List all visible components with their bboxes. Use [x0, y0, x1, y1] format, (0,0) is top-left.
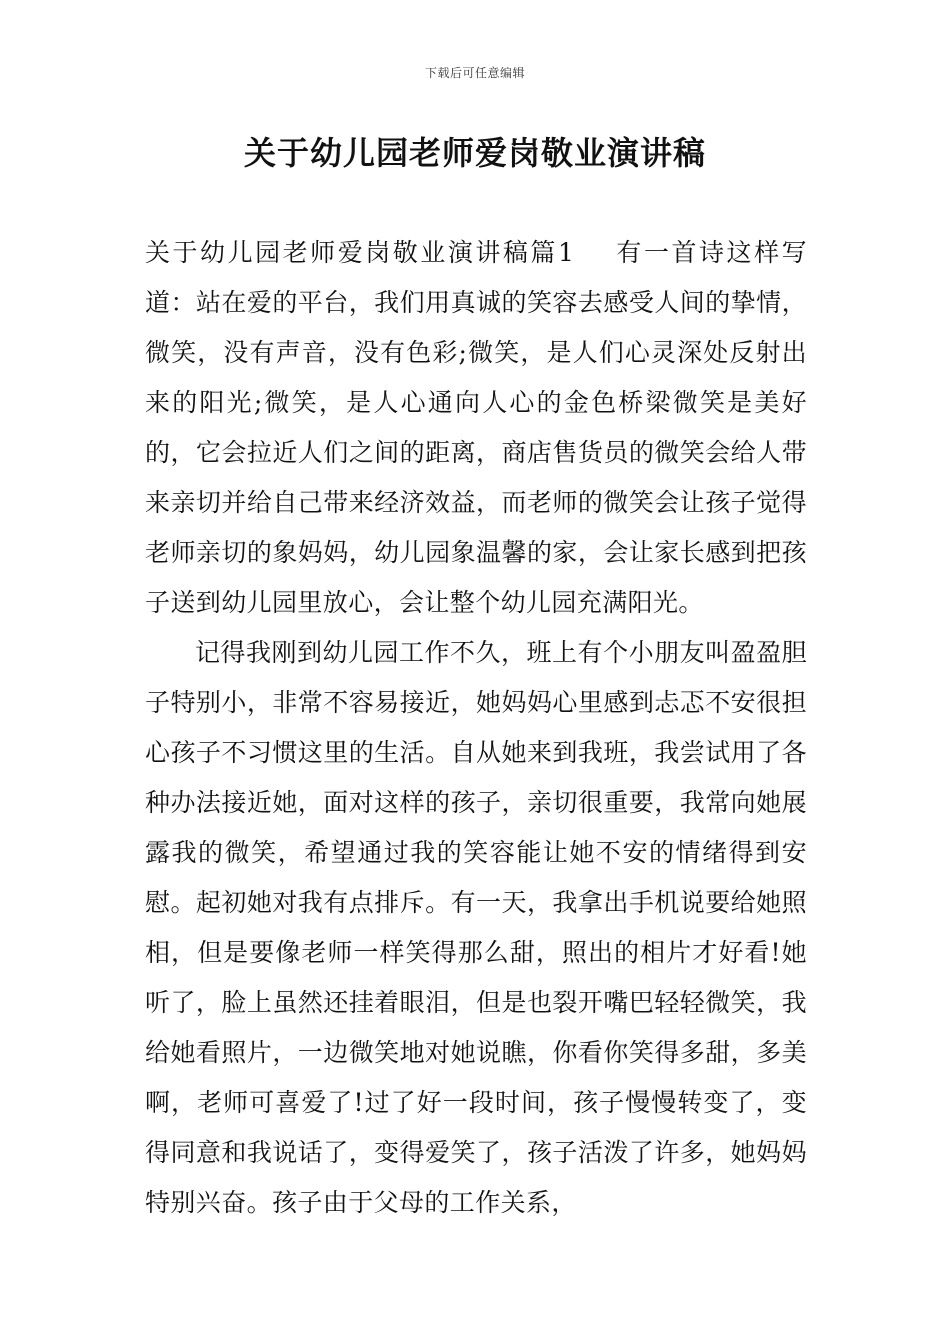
document-title: 关于幼儿园老师爱岗敬业演讲稿	[243, 134, 706, 172]
section-heading: 关于幼儿园老师爱岗敬业演讲稿篇1	[145, 238, 575, 267]
body-paragraph-2: 记得我刚到幼儿园工作不久，班上有个小朋友叫盈盈胆子特别小，非常不容易接近，她妈妈心里感到忐忑不安很担心孩子不习惯这里的生活。自从她来到我班，我尝试用了各种办法接近她，面对这样的孩子，亲切很重要，我常向她展露我的微笑，希望通过我的笑容能让她不安的情绪得到安慰。起初她对我有点排斥。有一天，我拿出手机说要给她照相，但是要像老师一样笑得那么甜，照出的相片才好看!她听了，脸上虽然还挂着眼泪，但是也裂开嘴巴轻轻微笑，我给她看照片，一边微笑地对她说瞧，你看你笑得多甜，多美啊，老师可喜爱了!过了好一段时间，孩子慢慢转变了，变得同意和我说话了，变得爱笑了，孩子活泼了许多，她妈妈特别兴奋。孩子由于父母的工作关系，	[145, 638, 807, 1217]
body-paragraph-1	[145, 228, 807, 628]
paragraph-text: 有一首诗这样写道：站在爱的平台，我们用真诚的笑容去感受人间的挚情，微笑，没有声音，没有色彩;微笑，是人们心灵深处反射出来的阳光;微笑，是人心通向人心的金色桥梁微笑是美好的，它会拉近人们之间的距离，商店售货员的微笑会给人带来亲切并给自己带来经济效益，而老师的微笑会让孩子觉得老师亲切的象妈妈，幼儿园象温馨的家，会让家长感到把孩子送到幼儿园里放心，会让整个幼儿园充满阳光。	[145, 238, 807, 617]
document-body	[145, 228, 807, 1228]
header-note: 下载后可任意编辑	[424, 66, 525, 80]
